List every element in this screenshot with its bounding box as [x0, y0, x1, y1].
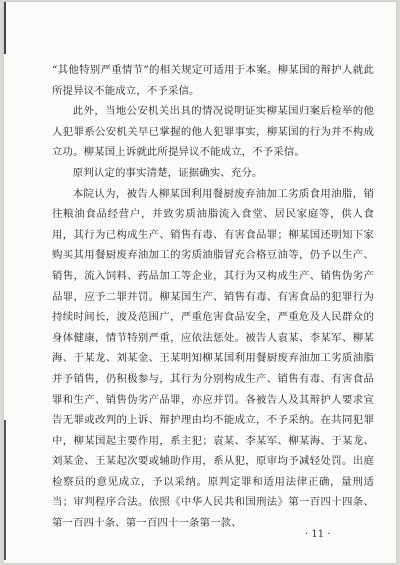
paragraph-4: 本院认为，被告人柳某国利用餐厨废弃油加工劣质食用油脂，销往粮油食品经营户，并致劣质油脂流入食堂、居民家庭等，供人食用，其行为已构成生产、销售有毒、有害食品罪；柳某国还明知下家购买其用餐厨废弃油加工的劣质油脂冒充合格豆油等，仍予以生产、销售，流入饲料、药品加工等企业，其行为又构成生产、销售伪劣产品罪，应予二罪并罚。柳某国生产、销售有毒、有害食品的犯罪行为持续时间长，波及范围广，严重危害食品安全，严重危及人民群众的身体健康，情节特别严重，应依法惩处。被告人袁某、李某军、柳某海、于某龙、刘某金、王某明知柳某国利用餐厨废弃油加工劣质油脂并予销售，仍积极参与，其行为分别构成生产、销售有毒、有害食品罪和生产、销售伪劣产品罪，亦应并罚。各被告人及其辩护人要求宣告无罪或改判的上诉、辩护理由均不能成立，不予采纳。在共同犯罪中，柳某国起主要作用，系主犯；袁某、李某军、柳某海、于某龙、刘某金、王某起次要或辅助作用，系从犯，原审均予减轻处罚。出庭检察员的意见成立，予以采纳。原判定罪和适用法律正确，量刑适当；审判程序合法。依照《中华人民共和国刑法》第一百四十四条、第一百四十条、第一百四十一条第一款、	[52, 187, 374, 530]
binding-edge-top	[4, 2, 18, 54]
page-number: · 11 ·	[305, 529, 331, 540]
paragraph-3: 原判认定的事实清楚，证据确实、充分。	[72, 166, 263, 179]
binding-edge-bottom	[4, 420, 18, 560]
paragraph-2: 此外，当地公安机关出具的情况说明证实柳某国归案后检举的他人犯罪系公安机关早已掌握的他人犯罪事实，柳某国的行为并不构成立功。柳某国上诉就此所提异议不能成立，不予采信。	[52, 105, 374, 159]
judgment-text	[52, 60, 374, 534]
paragraph-1: “其他特别严重情节”的相关规定可适用于本案。柳某国的辩护人就此所提异议不能成立，不予采信。	[52, 64, 374, 97]
